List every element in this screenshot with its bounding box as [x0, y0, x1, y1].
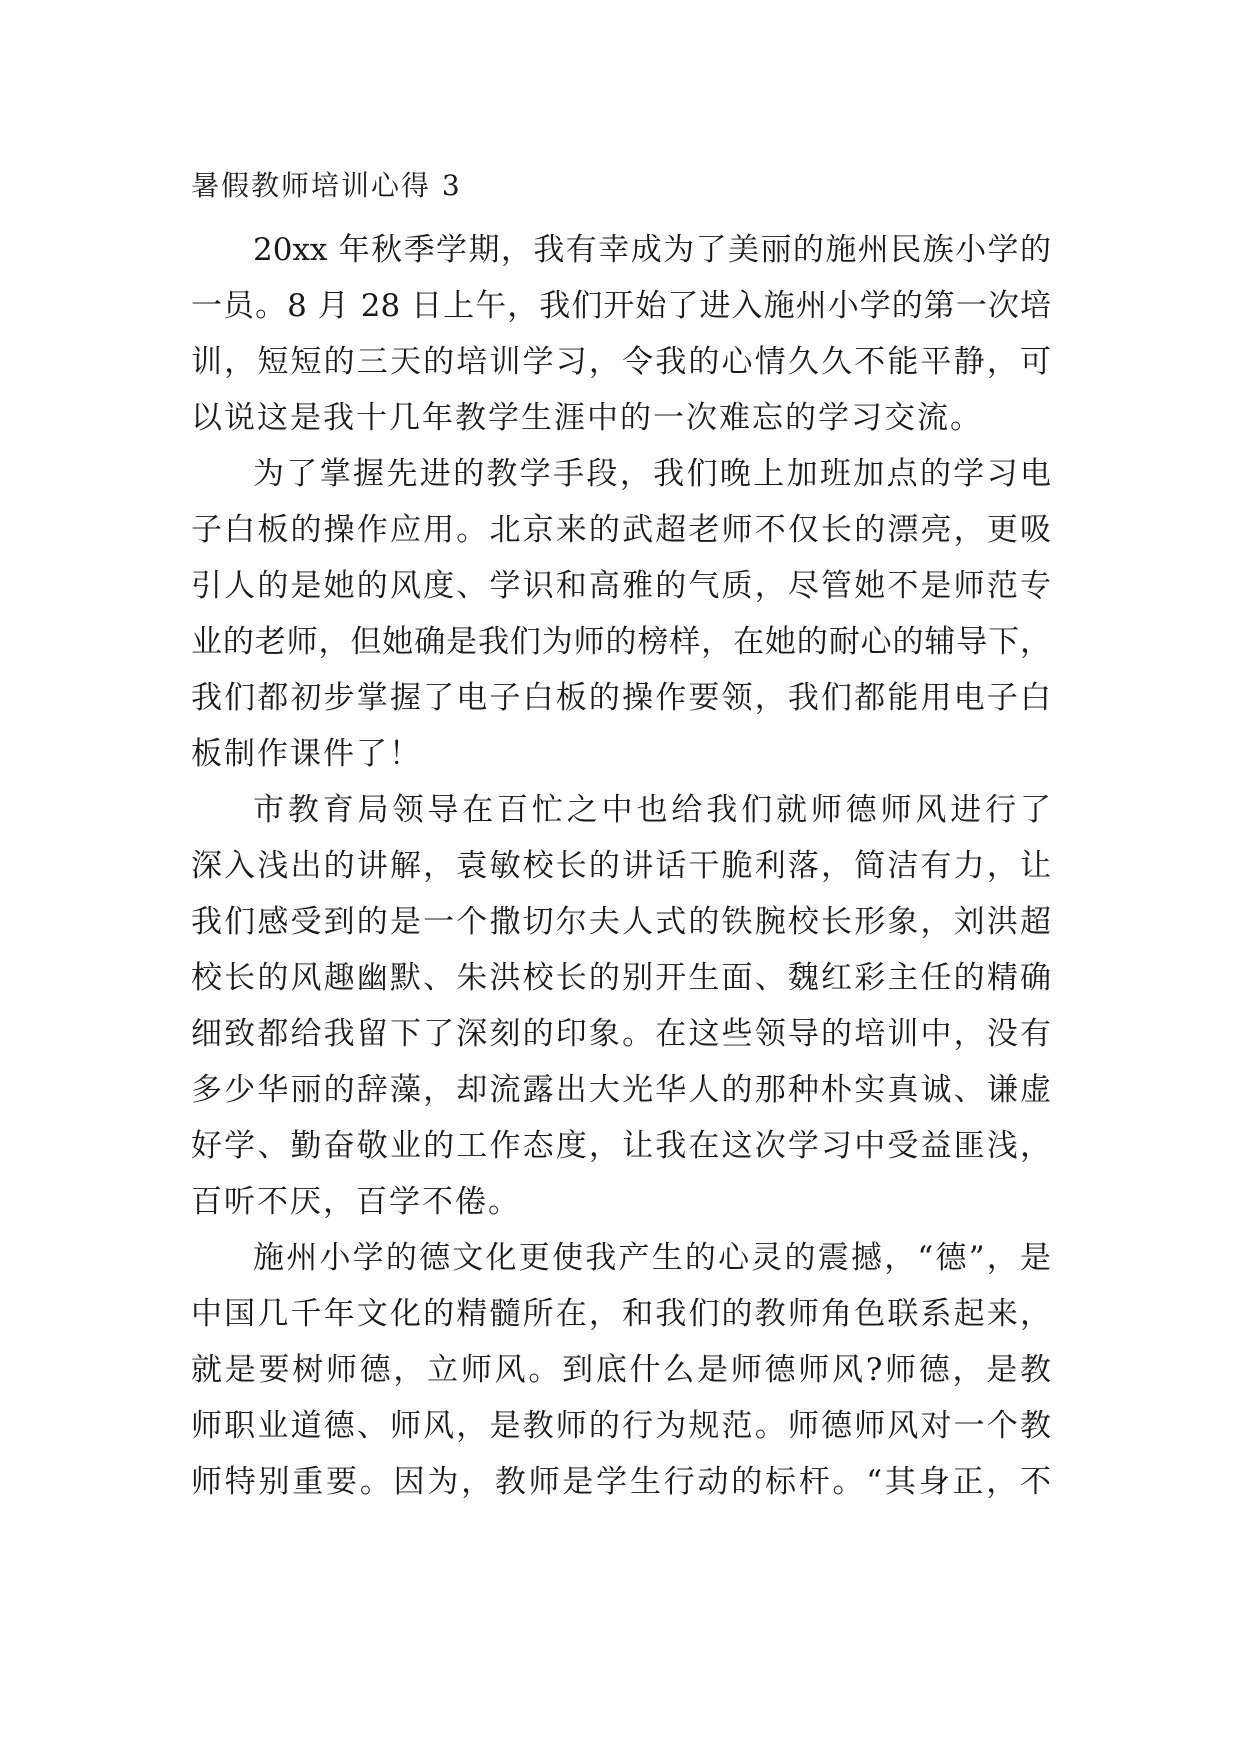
paragraph-3	[191, 782, 1051, 1230]
paragraph-2	[191, 446, 1051, 782]
text-line: 百听不厌，百学不倦。	[191, 1184, 521, 1220]
text-line: 多少华丽的辞藻，却流露出大光华人的那种朴实真诚、谦虚	[191, 1072, 1051, 1108]
text-line: 施州小学的德文化更使我产生的心灵的震撼，“德”，是	[253, 1240, 1051, 1276]
paragraph-4	[191, 1230, 1051, 1510]
text-line: 中国几千年文化的精髓所在，和我们的教师角色联系起来，	[191, 1296, 1051, 1332]
document-body	[191, 222, 1051, 1510]
text-line: 细致都给我留下了深刻的印象。在这些领导的培训中，没有	[191, 1016, 1051, 1052]
text-line: 我们都初步掌握了电子白板的操作要领，我们都能用电子白	[191, 680, 1051, 716]
text-line: 引人的是她的风度、学识和高雅的气质，尽管她不是师范专	[191, 568, 1051, 604]
text-line: 就是要树师德，立师风。到底什么是师德师风?师德，是教	[191, 1352, 1051, 1388]
text-line: 训，短短的三天的培训学习，令我的心情久久不能平静，可	[191, 344, 1051, 380]
text-line: 校长的风趣幽默、朱洪校长的别开生面、魏红彩主任的精确	[191, 960, 1051, 996]
text-line: 师特别重要。因为，教师是学生行动的标杆。“其身正，不	[191, 1464, 1051, 1500]
text-line: 好学、勤奋敬业的工作态度，让我在这次学习中受益匪浅，	[191, 1128, 1051, 1164]
paragraph-1	[191, 222, 1051, 446]
text-line: 为了掌握先进的教学手段，我们晚上加班加点的学习电	[253, 456, 1051, 492]
text-line: 深入浅出的讲解，袁敏校长的讲话干脆利落，简洁有力，让	[191, 848, 1051, 884]
text-line: 市教育局领导在百忙之中也给我们就师德师风进行了	[253, 792, 1051, 828]
text-line: 子白板的操作应用。北京来的武超老师不仅长的漂亮，更吸	[191, 512, 1051, 548]
text-line: 一员。8 月 28 日上午，我们开始了进入施州小学的第一次培	[191, 288, 1051, 324]
text-line: 我们感受到的是一个撒切尔夫人式的铁腕校长形象，刘洪超	[191, 904, 1051, 940]
text-line: 师职业道德、师风，是教师的行为规范。师德师风对一个教	[191, 1408, 1051, 1444]
text-line: 20xx 年秋季学期，我有幸成为了美丽的施州民族小学的	[253, 232, 1051, 268]
text-line: 板制作课件了！	[191, 736, 422, 772]
text-line: 业的老师，但她确是我们为师的榜样，在她的耐心的辅导下，	[191, 624, 1051, 660]
text-line: 以说这是我十几年教学生涯中的一次难忘的学习交流。	[191, 400, 983, 436]
document-title: 暑假教师培训心得 3	[191, 169, 462, 202]
